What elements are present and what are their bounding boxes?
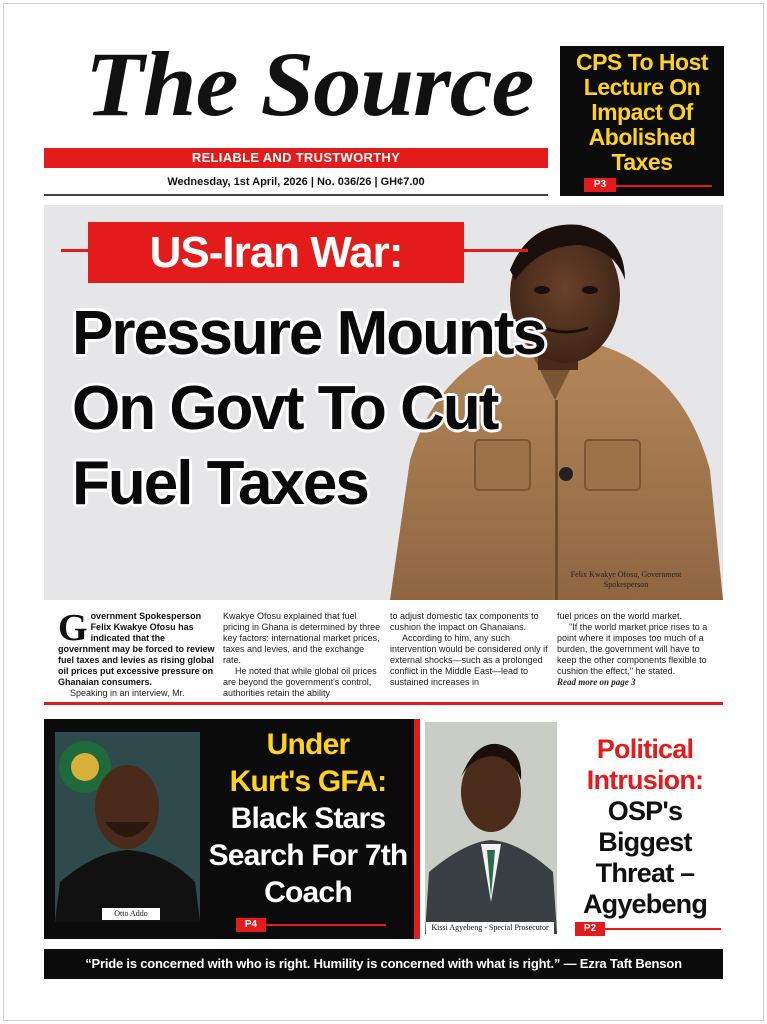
lead-lede: overnment Spokesperson Felix Kwakye Ofosu has indicated that the government may be forced to review fuel taxes and levies as rising global oil prices put excessive pressure on Ghanaian consumers. xyxy=(58,611,215,687)
masthead-rule xyxy=(44,194,548,196)
politics-page-tag: P2 xyxy=(575,922,605,936)
sports-rule xyxy=(266,924,386,926)
lead-body-column-2 xyxy=(223,611,381,699)
sports-headline-line3: Black Stars Search For 7th Coach xyxy=(208,802,408,909)
lead-paragraph: According to him, any such intervention would be considered only if external shocks—such as a prolonged conflict in the Middle East—lead to sustained increases in xyxy=(390,633,548,687)
top-teaser-rule xyxy=(616,185,712,187)
politics-rule xyxy=(605,928,721,930)
sports-photo-caption: Otto Addo xyxy=(102,908,160,920)
dateline: Wednesday, 1st April, 2026 | No. 036/26 | GH¢7.00 xyxy=(167,176,425,188)
masthead-tagline: RELIABLE AND TRUSTWORTHY xyxy=(44,148,548,168)
lead-paragraph: Speaking in an interview, Mr. xyxy=(70,688,185,698)
politics-photo-agyebeng xyxy=(425,722,557,934)
drop-cap: G xyxy=(58,607,88,649)
lead-photo-caption: Felix Kwakye Ofosu, Government Spokesperson xyxy=(570,570,682,589)
politics-headline-line2: OSP's Biggest Threat – Agyebeng xyxy=(582,796,708,919)
politics-headline-line1: Political Intrusion: xyxy=(586,734,704,795)
lead-headline[interactable]: Pressure Mounts On Govt To Cut Fuel Taxes xyxy=(72,299,546,518)
politics-photo-caption: Kissi Agyebeng - Special Prosecutor xyxy=(426,922,554,934)
lead-paragraph: to adjust domestic tax components to cushion the impact on Ghanaians. xyxy=(390,611,539,632)
sports-headline-line1: Under xyxy=(266,728,350,761)
masthead-title[interactable]: The Source xyxy=(84,33,534,135)
sports-photo-otto-addo xyxy=(55,732,200,922)
quote-bar: “Pride is concerned with who is right. Humility is concerned with what is right.” — Ezra Taft Benson xyxy=(44,949,723,979)
read-more-link[interactable]: Read more on page 3 xyxy=(557,677,636,687)
sports-headline-line2: Kurt's GFA: xyxy=(229,765,387,798)
lead-bottom-rule xyxy=(44,702,723,705)
lead-paragraph: Kwakye Ofosu explained that fuel pricing in Ghana is determined by three key factors: international market prices, taxes and levies, and the exchange rate. xyxy=(223,611,381,665)
lead-body-column-1 xyxy=(58,607,216,699)
sports-page-tag: P4 xyxy=(236,918,266,932)
lead-paragraph: fuel prices on the world market. xyxy=(557,611,683,621)
lead-paragraph: He noted that while global oil prices are beyond the government's control, authorities retain the ability xyxy=(223,666,377,698)
top-teaser-headline[interactable]: CPS To Host Lecture On Impact Of Abolished Taxes xyxy=(575,49,709,175)
story-divider xyxy=(414,719,420,939)
sports-headline[interactable] xyxy=(205,726,411,911)
lead-body-column-4 xyxy=(557,611,715,688)
lead-paragraph: "If the world market price rises to a point where it imposes too much of a burden, the government will have to keep the other components flexible to cushion the effect," he stated. xyxy=(557,622,708,676)
lead-body-column-3 xyxy=(390,611,548,688)
top-teaser-page-tag: P3 xyxy=(584,178,616,192)
lead-kicker[interactable]: US-Iran War: xyxy=(88,222,464,283)
politics-headline[interactable] xyxy=(563,734,727,920)
